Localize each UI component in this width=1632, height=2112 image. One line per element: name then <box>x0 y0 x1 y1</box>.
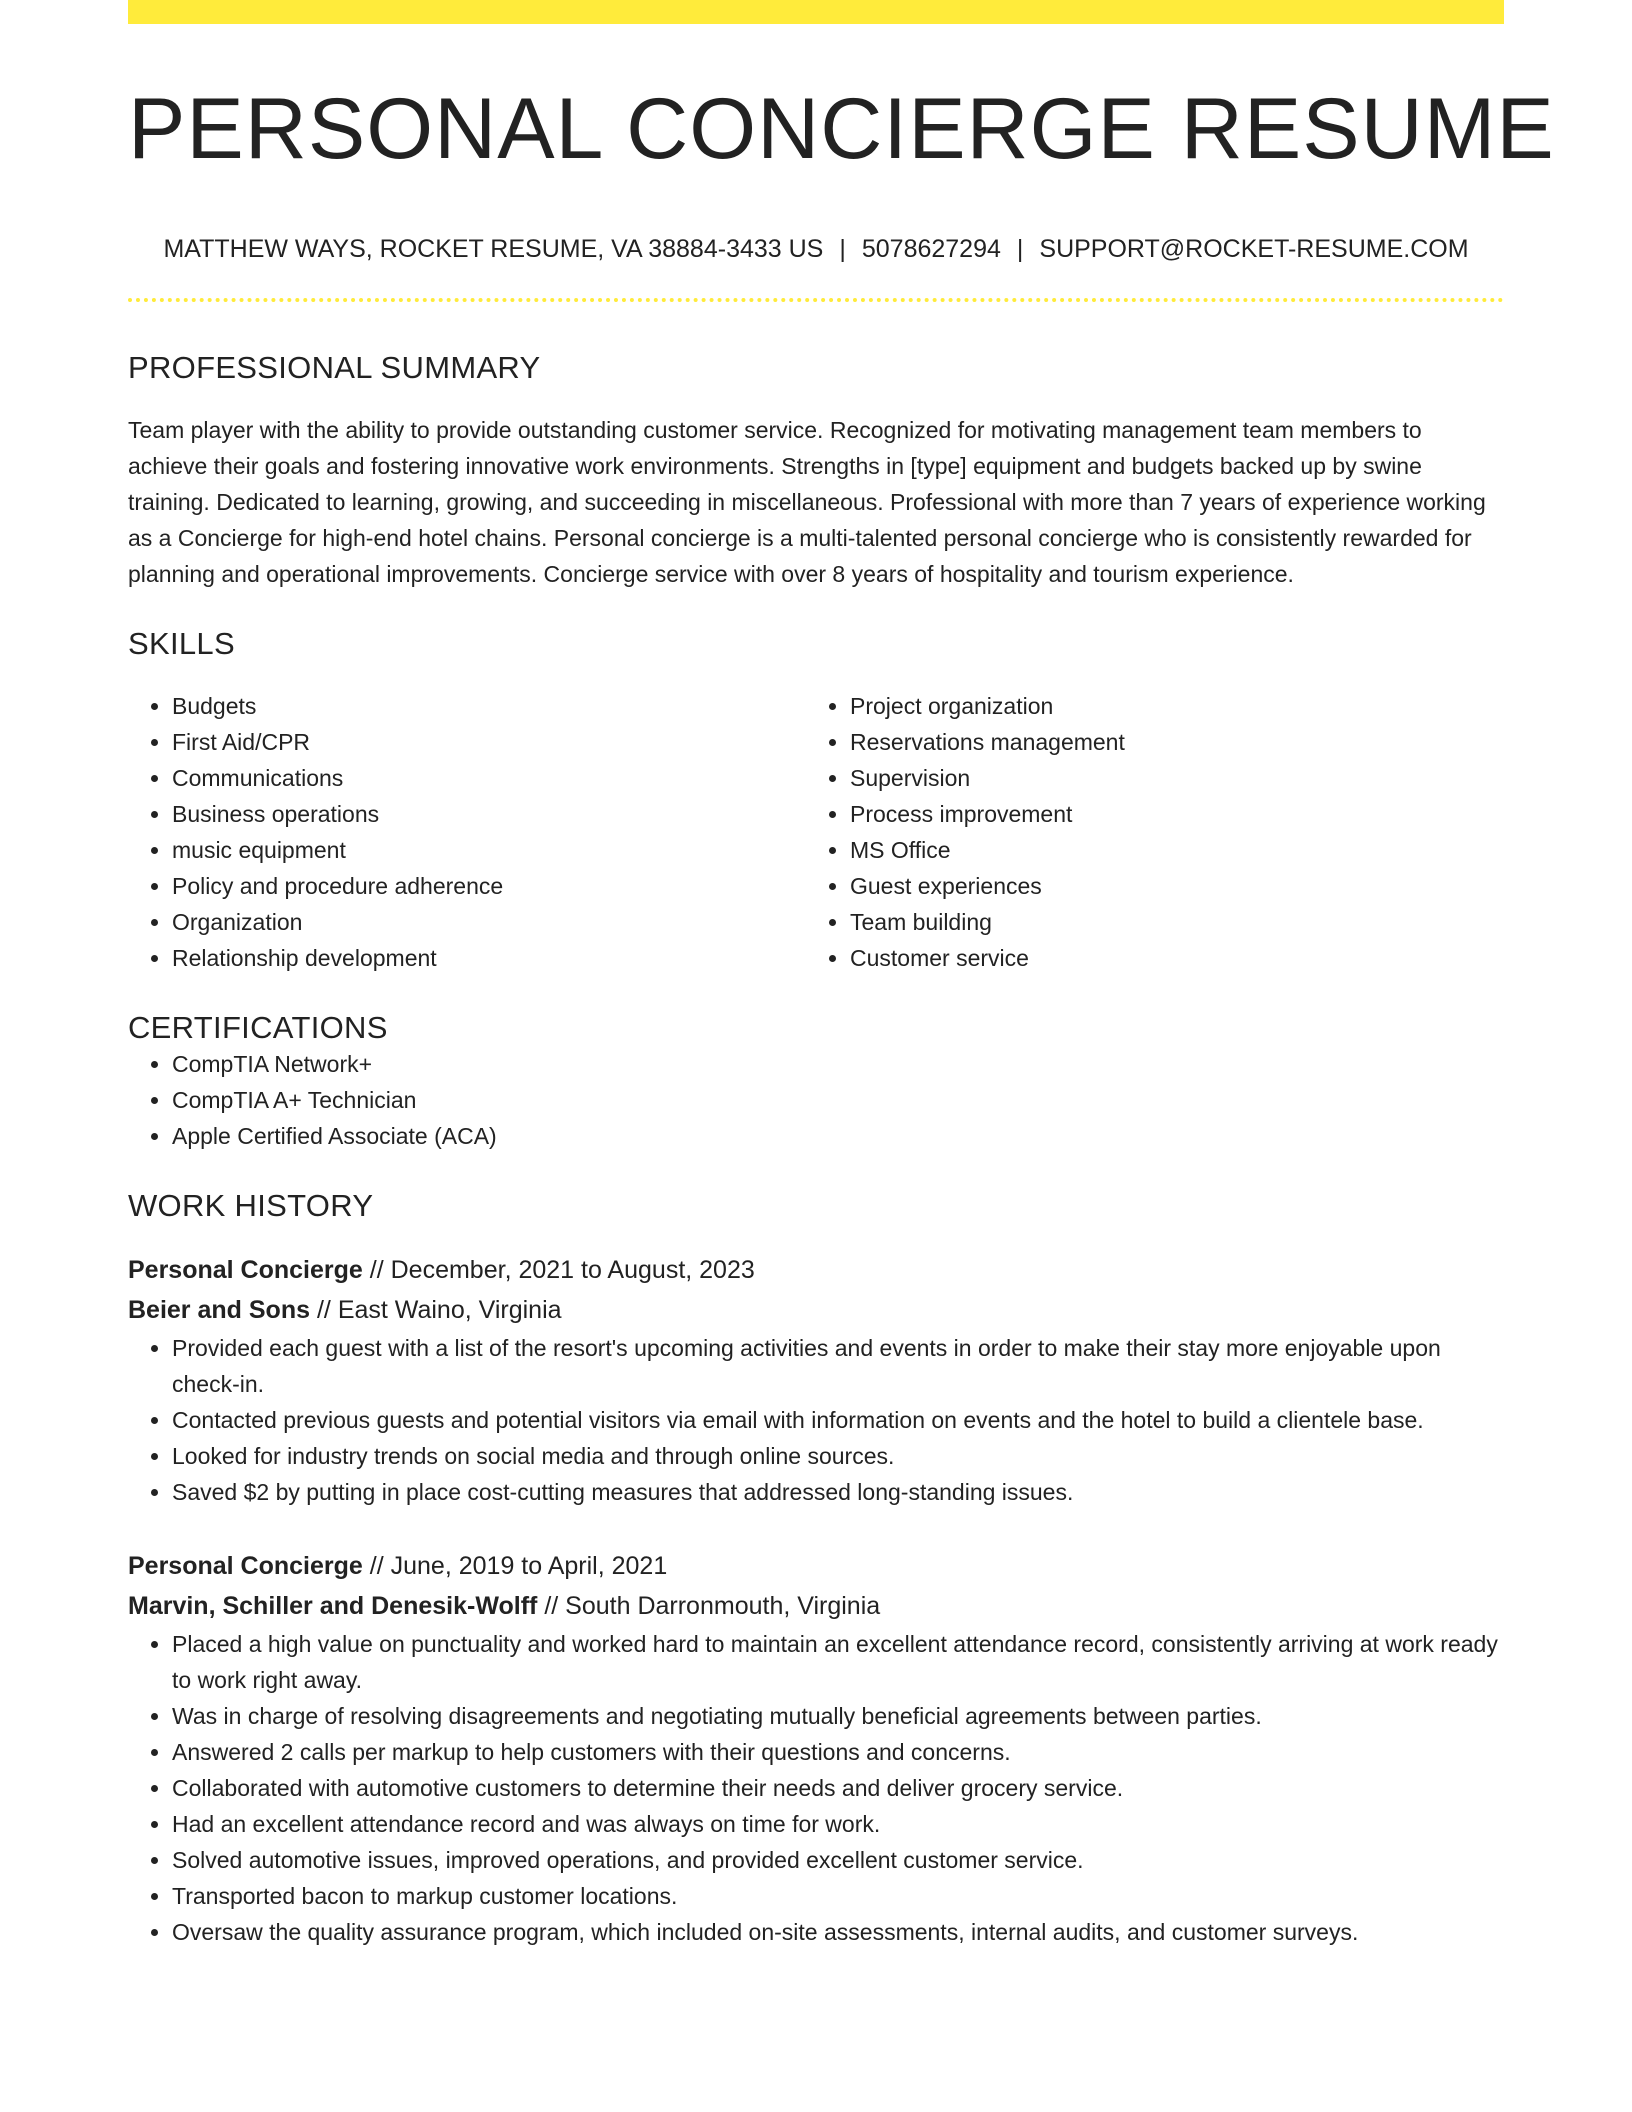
top-accent-bar <box>128 0 1504 24</box>
skill-item: • First Aid/CPR <box>172 724 806 760</box>
job-bullet: • Collaborated with automotive customers to determine their needs and deliver grocery service. <box>172 1770 1504 1806</box>
skill-item: • Policy and procedure adherence <box>172 868 806 904</box>
certifications-heading: CERTIFICATIONS <box>128 1009 388 1045</box>
skill-item: • Organization <box>172 904 806 940</box>
skill-item: • Project organization <box>850 688 1484 724</box>
job-divider: // <box>544 1591 559 1620</box>
skills-heading: SKILLS <box>128 625 235 661</box>
skill-item: • Supervision <box>850 760 1484 796</box>
job-company-line <box>128 1290 1504 1330</box>
certification-item: • CompTIA A+ Technician <box>172 1082 1504 1118</box>
contact-address: MATTHEW WAYS, ROCKET RESUME, VA 38884-3433 US <box>163 234 824 263</box>
skill-item: • Communications <box>172 760 806 796</box>
job-bullet: • Placed a high value on punctuality and worked hard to maintain an excellent attendance record, consistently arriving at work ready to work right away. <box>172 1626 1504 1698</box>
work-history-heading: WORK HISTORY <box>128 1187 374 1223</box>
certifications-list <box>128 1046 1504 1154</box>
job-bullet: • Was in charge of resolving disagreements and negotiating mutually beneficial agreements between parties. <box>172 1698 1504 1734</box>
contact-line <box>128 235 1504 264</box>
job-divider: // <box>369 1551 384 1580</box>
skill-item: • Guest experiences <box>850 868 1484 904</box>
skills-list-right <box>806 688 1484 976</box>
resume-title: PERSONAL CONCIERGE RESUME <box>128 81 1555 177</box>
summary-heading: PROFESSIONAL SUMMARY <box>128 349 541 385</box>
skill-item: • Customer service <box>850 940 1484 976</box>
job-bullet: • Oversaw the quality assurance program, which included on-site assessments, internal audits, and customer surveys. <box>172 1914 1504 1950</box>
skills-grid <box>128 688 1504 976</box>
job-divider: // <box>316 1295 331 1324</box>
skill-item: • Relationship development <box>172 940 806 976</box>
job-entry <box>128 1546 1504 1950</box>
job-dates: December, 2021 to August, 2023 <box>390 1255 755 1284</box>
contact-email: SUPPORT@ROCKET-RESUME.COM <box>1039 234 1469 263</box>
job-location: East Waino, Virginia <box>337 1295 562 1324</box>
summary-text: Team player with the ability to provide outstanding customer service. Recognized for motivating management team members to achieve their goals and fostering innovative work environments. Strengths in [type] equipment and budgets backed up by swine training. Dedicated to learning, growing, and succeeding in miscellaneous. Professional with more than 7 years of experience working as a Concierge for high-end hotel chains. Personal concierge is a multi-talented personal concierge who is consistently rewarded for planning and operational improvements. Concierge service with over 8 years of hospitality and tourism experience. <box>128 416 1486 587</box>
skill-item: • Budgets <box>172 688 806 724</box>
job-dates: June, 2019 to April, 2021 <box>390 1551 668 1580</box>
dotted-divider <box>128 298 1504 302</box>
contact-separator: | <box>1016 234 1024 263</box>
skill-item: • music equipment <box>172 832 806 868</box>
job-bullet: • Answered 2 calls per markup to help customers with their questions and concerns. <box>172 1734 1504 1770</box>
job-title: Personal Concierge <box>128 1255 363 1284</box>
certification-item: • Apple Certified Associate (ACA) <box>172 1118 1504 1154</box>
job-entry <box>128 1250 1504 1510</box>
skill-item: • Team building <box>850 904 1484 940</box>
job-company: Marvin, Schiller and Denesik-Wolff <box>128 1591 538 1620</box>
job-bullet: • Looked for industry trends on social media and through online sources. <box>172 1438 1504 1474</box>
job-bullet: • Solved automotive issues, improved operations, and provided excellent customer service. <box>172 1842 1504 1878</box>
job-title: Personal Concierge <box>128 1551 363 1580</box>
job-bullets <box>128 1330 1504 1510</box>
job-bullet: • Transported bacon to markup customer locations. <box>172 1878 1504 1914</box>
contact-phone: 5078627294 <box>861 234 1001 263</box>
certification-item: • CompTIA Network+ <box>172 1046 1504 1082</box>
skills-column-right <box>806 688 1484 976</box>
job-bullet: • Saved $2 by putting in place cost-cutting measures that addressed long-standing issues. <box>172 1474 1504 1510</box>
job-bullet: • Contacted previous guests and potential visitors via email with information on events and the hotel to build a clientele base. <box>172 1402 1504 1438</box>
job-company-line <box>128 1586 1504 1626</box>
job-bullets <box>128 1626 1504 1950</box>
skill-item: • Business operations <box>172 796 806 832</box>
skill-item: • Reservations management <box>850 724 1484 760</box>
job-title-line <box>128 1546 1504 1586</box>
skill-item: • Process improvement <box>850 796 1484 832</box>
job-divider: // <box>369 1255 384 1284</box>
job-title-line <box>128 1250 1504 1290</box>
skill-item: • MS Office <box>850 832 1484 868</box>
skills-list-left <box>128 688 806 976</box>
job-company: Beier and Sons <box>128 1295 310 1324</box>
resume-page <box>128 0 1555 1950</box>
skills-column-left <box>128 688 806 976</box>
job-bullet: • Provided each guest with a list of the resort's upcoming activities and events in order to make their stay more enjoyable upon check-in. <box>172 1330 1504 1402</box>
job-bullet: • Had an excellent attendance record and was always on time for work. <box>172 1806 1504 1842</box>
contact-separator: | <box>839 234 846 263</box>
job-location: South Darronmouth, Virginia <box>565 1591 881 1620</box>
